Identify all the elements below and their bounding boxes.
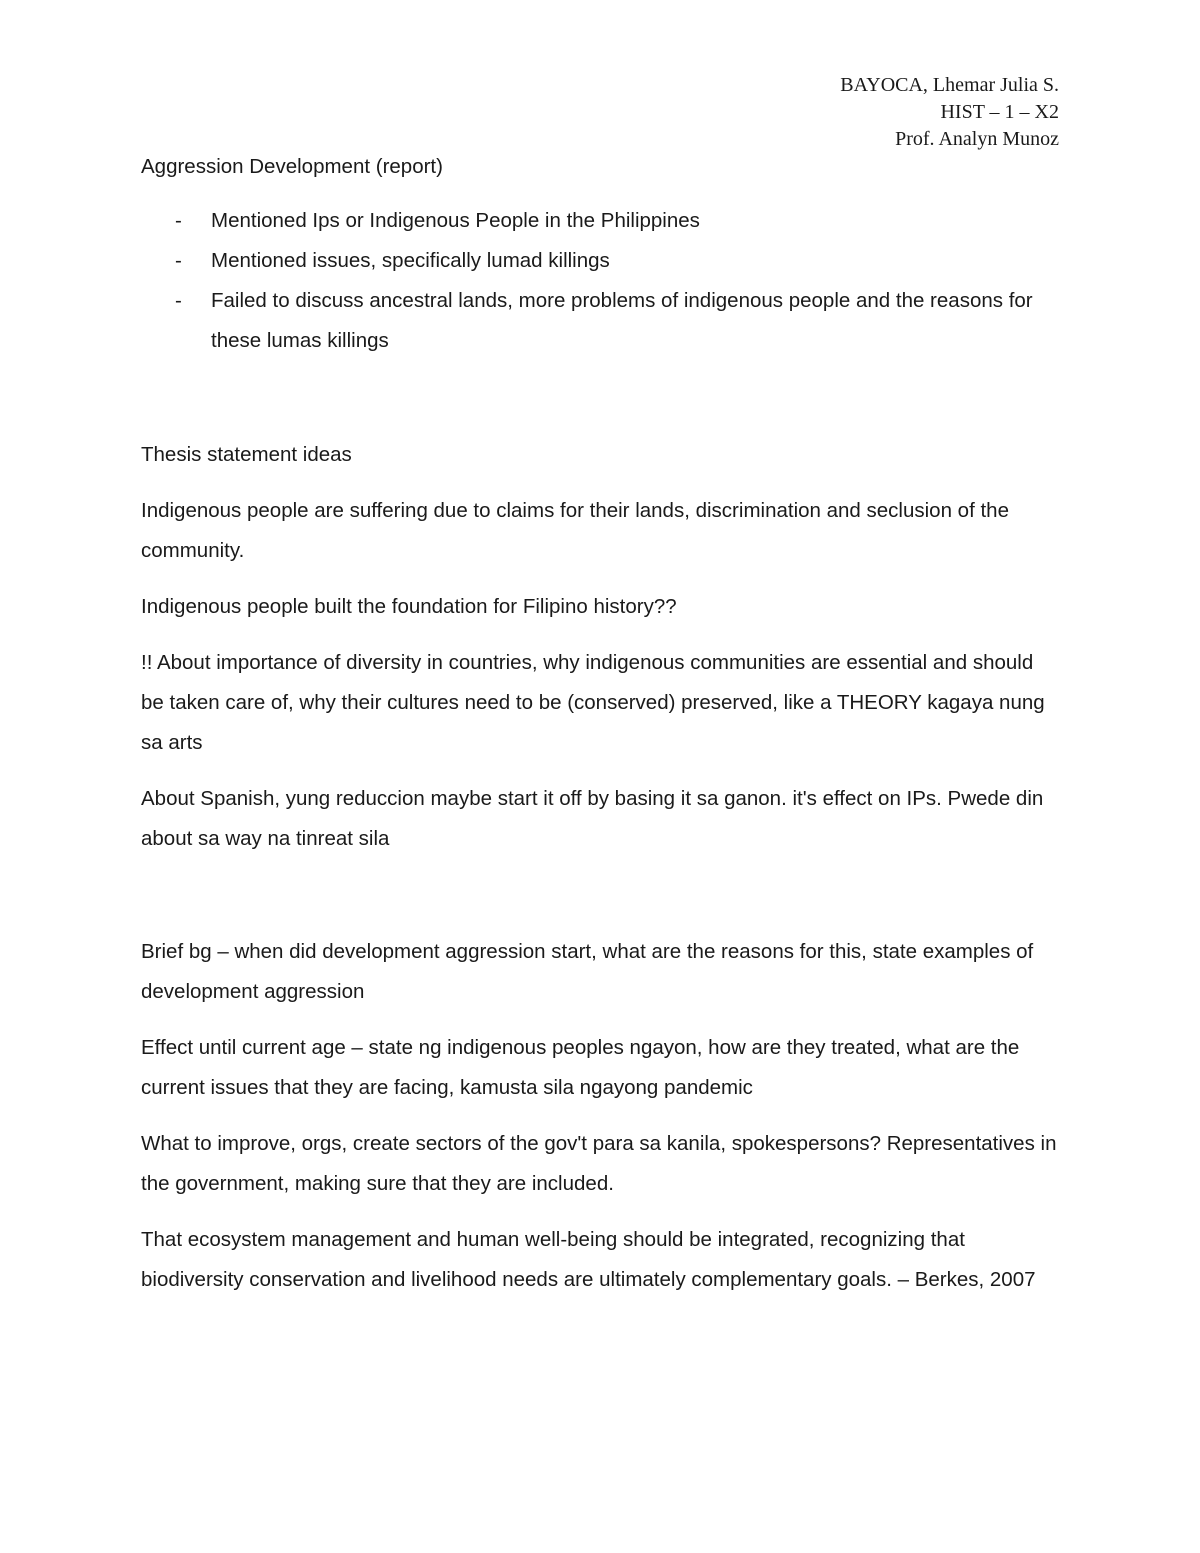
thesis-paragraph: !! About importance of diversity in countries, why indigenous communities are essential and should be taken care of, why their cultures need to be (conserved) preserved, like a THEORY kagaya nung sa arts bbox=[141, 651, 1045, 754]
report-title: Aggression Development (report) bbox=[141, 155, 443, 178]
course-code: HIST – 1 – X2 bbox=[940, 101, 1059, 123]
professor-name: Prof. Analyn Munoz bbox=[895, 128, 1059, 150]
list-item bbox=[141, 281, 1061, 361]
document-body bbox=[141, 148, 1061, 1316]
bullet-dash: - bbox=[175, 209, 182, 232]
outline-paragraph: What to improve, orgs, create sectors of the gov't para sa kanila, spokespersons? Representatives in the government, making sure that they are included. bbox=[141, 1132, 1057, 1195]
list-item bbox=[141, 241, 1061, 281]
student-name: BAYOCA, Lhemar Julia S. bbox=[840, 74, 1059, 96]
bullet-text: Mentioned Ips or Indigenous People in the Philippines bbox=[211, 209, 700, 232]
thesis-paragraph: Indigenous people built the foundation for Filipino history?? bbox=[141, 595, 677, 618]
bullet-dash: - bbox=[175, 249, 182, 272]
document-header bbox=[840, 72, 1059, 153]
list-item bbox=[141, 201, 1061, 241]
bullet-dash: - bbox=[175, 289, 182, 312]
thesis-paragraph: About Spanish, yung reduccion maybe start it off by basing it sa ganon. it's effect on IPs. Pwede din about sa way na tinreat sila bbox=[141, 787, 1044, 850]
bullet-text: Failed to discuss ancestral lands, more problems of indigenous people and the reasons for these lumas killings bbox=[211, 289, 1033, 352]
outline-paragraph: Brief bg – when did development aggression start, what are the reasons for this, state examples of development aggression bbox=[141, 940, 1034, 1003]
thesis-paragraph: Indigenous people are suffering due to claims for their lands, discrimination and seclusion of the community. bbox=[141, 499, 1009, 562]
outline-paragraph: Effect until current age – state ng indigenous peoples ngayon, how are they treated, what are the current issues that they are facing, kamusta sila ngayong pandemic bbox=[141, 1036, 1020, 1099]
thesis-heading: Thesis statement ideas bbox=[141, 443, 352, 466]
bullet-text: Mentioned issues, specifically lumad killings bbox=[211, 249, 610, 272]
outline-paragraph: That ecosystem management and human well-being should be integrated, recognizing that biodiversity conservation and livelihood needs are ultimately complementary goals. – Berkes, 2007 bbox=[141, 1228, 1036, 1291]
report-bullet-list bbox=[141, 201, 1061, 361]
